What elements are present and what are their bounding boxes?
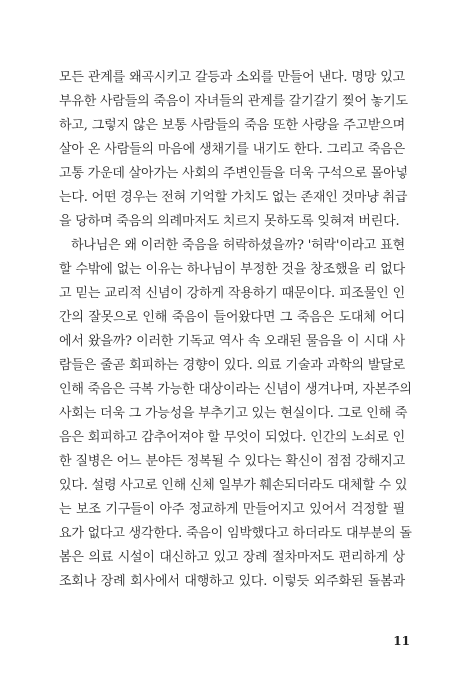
text-line: 한 질병은 어느 분야든 정복될 수 있다는 확신이 점점 강해지고 — [59, 454, 405, 469]
text-line: 을 당하며 죽음의 의례마저도 치르지 못하도록 잊혀져 버린다. — [59, 214, 400, 229]
text-line: 인해 죽음은 극복 가능한 대상이라는 신념이 생겨나며, 자본주의 — [59, 382, 412, 397]
text-line: 봄은 의료 시설이 대신하고 있고 장례 절차마저도 편리하게 상 — [59, 550, 405, 565]
text-line: 람들은 줄곧 회피하는 경향이 있다. 의료 기술과 과학의 발달로 — [59, 358, 405, 373]
text-line: 는다. 어떤 경우는 전혀 기억할 가치도 없는 존재인 것마냥 취급 — [59, 190, 408, 205]
text-line: 요가 없다고 생각한다. 죽음이 임박했다고 하더라도 대부분의 돌 — [59, 526, 412, 541]
text-line: 모든 관계를 왜곡시키고 갈등과 소외를 만들어 낸다. 명망 있고 — [59, 70, 405, 85]
text-line: 조회나 장례 회사에서 대행하고 있다. 이렇듯 외주화된 돌봄과 — [59, 574, 405, 589]
page-number: 11 — [393, 634, 410, 648]
text-line: 고통 가운데 살아가는 사회의 주변인들을 더욱 구석으로 몰아넣 — [59, 166, 408, 181]
text-line: 사회는 더욱 그 가능성을 부추기고 있는 현실이다. 그로 인해 죽 — [59, 406, 408, 421]
text-line: 하나님은 왜 이러한 죽음을 허락하셨을까? '허락'이라고 표현 — [71, 238, 405, 253]
text-line: 하고, 그렇지 않은 보통 사람들의 죽음 또한 사랑을 주고받으며 — [59, 118, 405, 133]
text-line: 있다. 설령 사고로 인해 신체 일부가 훼손되더라도 대체할 수 있 — [59, 478, 408, 493]
text-line: 부유한 사람들의 죽음이 자녀들의 관계를 갈기갈기 찢어 놓기도 — [59, 94, 408, 109]
text-line: 살아 온 사람들의 마음에 생채기를 내기도 한다. 그리고 죽음은 — [59, 142, 405, 157]
text-line: 에서 왔을까? 이러한 기독교 역사 속 오래된 물음을 이 시대 사 — [59, 334, 405, 349]
text-line: 할 수밖에 없는 이유는 하나님이 부정한 것을 창조했을 리 없다 — [59, 262, 405, 277]
text-line: 는 보조 기구들이 아주 정교하게 만들어지고 있어서 걱정할 필 — [59, 502, 405, 517]
text-line: 음은 회피하고 감추어져야 할 무엇이 되었다. 인간의 노쇠로 인 — [59, 430, 405, 445]
text-line: 고 믿는 교리적 신념이 강하게 작용하기 때문이다. 피조물인 인 — [59, 286, 405, 301]
text-line: 간의 잘못으로 인해 죽음이 들어왔다면 그 죽음은 도대체 어디 — [59, 310, 405, 325]
